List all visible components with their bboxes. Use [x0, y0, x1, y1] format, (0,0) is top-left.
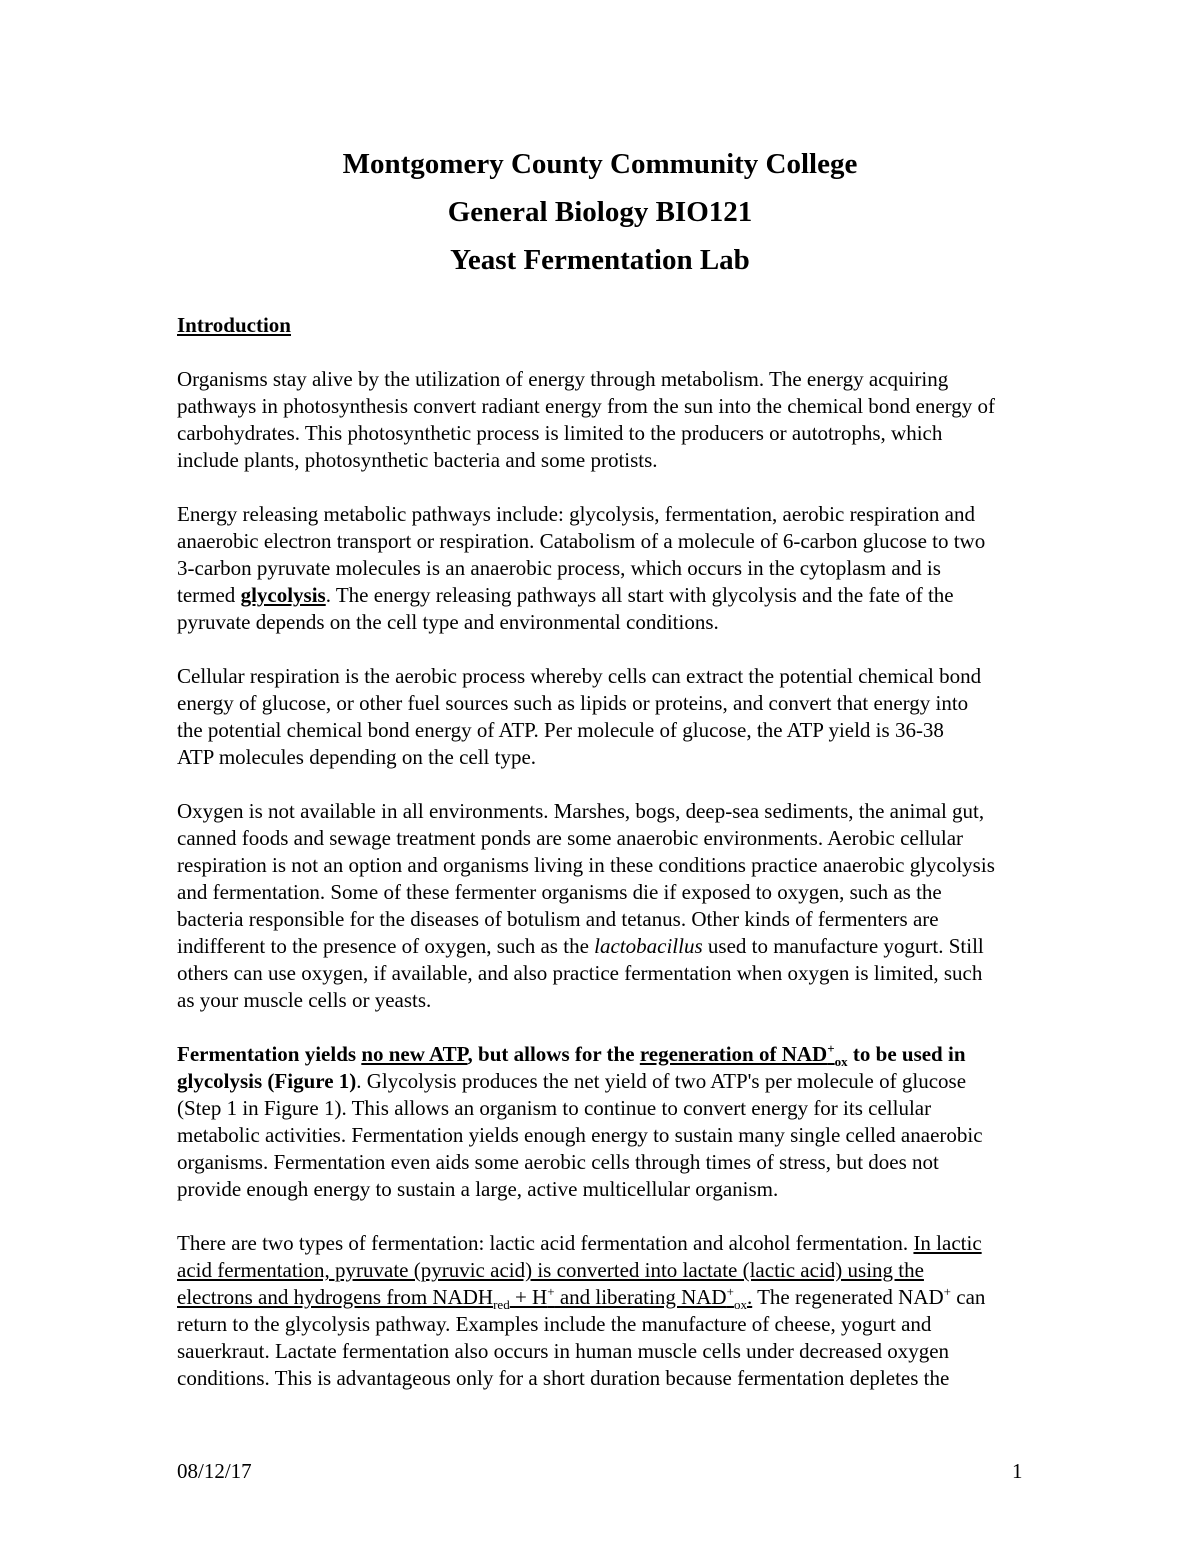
paragraph-line: the potential chemical bond energy of ATP. Per molecule of glucose, the ATP yield is 36-38: [177, 718, 944, 742]
paragraph-line: [177, 1041, 1107, 1068]
section-heading-introduction: Introduction: [177, 313, 291, 337]
paragraph-line: return to the glycolysis pathway. Examples include the manufacture of cheese, yogurt and: [177, 1312, 932, 1336]
paragraph-line: respiration is not an option and organisms living in these conditions practice anaerobic glycolysis: [177, 853, 995, 877]
paragraph-line: [177, 933, 1107, 960]
paragraph-oxygen: [177, 798, 1107, 1014]
college-name: Montgomery County Community College: [342, 148, 858, 180]
document-body: [177, 312, 1107, 1419]
superscript: +: [943, 1284, 951, 1299]
text-run: indifferent to the presence of oxygen, such as the: [177, 934, 595, 958]
text-run: used to manufacture yogurt. Still: [702, 934, 984, 958]
paragraph-cellular-respiration: [177, 663, 1107, 771]
text-run: regeneration of NAD: [639, 1042, 828, 1066]
text-run: termed: [177, 583, 241, 607]
paragraph-line: Energy releasing metabolic pathways include: glycolysis, fermentation, aerobic respiration and: [177, 502, 975, 526]
document-title-block: [0, 140, 1200, 284]
paragraph-energy-pathways: [177, 501, 1107, 636]
term-lactobacillus: lactobacillus: [594, 934, 703, 958]
text-run: can: [951, 1285, 986, 1309]
paragraph-line: Organisms stay alive by the utilization of energy through metabolism. The energy acquiring: [177, 367, 949, 391]
paragraph-line: provide enough energy to sustain a large, active multicellular organism.: [177, 1177, 779, 1201]
paragraph-line: [177, 1230, 1107, 1257]
paragraph-line: pyruvate depends on the cell type and environmental conditions.: [177, 610, 719, 634]
paragraph-line: ATP molecules depending on the cell type.: [177, 745, 537, 769]
paragraph-line: others can use oxygen, if available, and also practice fermentation when oxygen is limited, such: [177, 961, 983, 985]
paragraph-line: include plants, photosynthetic bacteria and some protists.: [177, 448, 658, 472]
text-run: and liberating NAD: [554, 1285, 727, 1309]
text-run-underlined: [177, 1284, 753, 1313]
paragraph-line: bacteria responsible for the diseases of botulism and tetanus. Other kinds of fermenters are: [177, 907, 939, 931]
text-run: Fermentation yields: [177, 1042, 362, 1066]
paragraph-types-of-fermentation: [177, 1230, 1107, 1392]
superscript: +: [726, 1284, 734, 1299]
superscript: +: [547, 1284, 555, 1299]
paragraph-line: conditions. This is advantageous only for a short duration because fermentation depletes the: [177, 1366, 950, 1390]
text-run: . Glycolysis produces the net yield of two ATP's per molecule of glucose: [356, 1069, 967, 1093]
footer-page-number: 1: [1012, 1459, 1023, 1483]
term-glycolysis: glycolysis: [240, 583, 326, 607]
paragraph-line: canned foods and sewage treatment ponds are some anaerobic environments. Aerobic cellular: [177, 826, 964, 850]
emphasis-no-new-atp: no new ATP: [361, 1042, 468, 1066]
lab-title: Yeast Fermentation Lab: [450, 244, 750, 276]
emphasis-regeneration: [639, 1041, 848, 1070]
text-run: There are two types of fermentation: lactic acid fermentation and alcohol fermentation.: [177, 1231, 914, 1255]
text-run: . The energy releasing pathways all start with glycolysis and the fate of the: [325, 583, 954, 607]
paragraph-organisms: [177, 366, 1107, 474]
text-run: electrons and hydrogens from NADH: [177, 1285, 494, 1309]
text-run-underlined: In lactic: [913, 1231, 982, 1255]
paragraph-line: pathways in photosynthesis convert radiant energy from the sun into the chemical bond energy of: [177, 394, 996, 418]
subscript: ox: [733, 1297, 747, 1313]
paragraph-line: sauerkraut. Lactate fermentation also occurs in human muscle cells under decreased oxygen: [177, 1339, 950, 1363]
subscript: red: [493, 1297, 510, 1313]
paragraph-line: and fermentation. Some of these fermenter organisms die if exposed to oxygen, such as the: [177, 880, 942, 904]
paragraph-line: [177, 1284, 1107, 1311]
paragraph-fermentation-yields: [177, 1041, 1107, 1203]
course-name: General Biology BIO121: [447, 196, 753, 228]
paragraph-line: 3-carbon pyruvate molecules is an anaerobic process, which occurs in the cytoplasm and is: [177, 556, 941, 580]
text-run-bold: glycolysis (Figure 1): [177, 1069, 357, 1093]
text-run: .: [746, 1285, 753, 1309]
paragraph-line: energy of glucose, or other fuel sources such as lipids or proteins, and convert that energy into: [177, 691, 969, 715]
paragraph-line: [177, 582, 1107, 609]
paragraph-line: Oxygen is not available in all environments. Marshes, bogs, deep-sea sediments, the animal gut,: [177, 799, 985, 823]
paragraph-line: (Step 1 in Figure 1). This allows an organism to continue to convert energy for its cellular: [177, 1096, 932, 1120]
text-run: , but allows for the: [467, 1042, 640, 1066]
subscript: ox: [834, 1054, 848, 1070]
text-run: to be used in: [847, 1042, 966, 1066]
paragraph-line: as your muscle cells or yeasts.: [177, 988, 432, 1012]
footer-date: 08/12/17: [177, 1459, 252, 1483]
paragraph-line: metabolic activities. Fermentation yields enough energy to sustain many single celled anaerobic: [177, 1123, 983, 1147]
paragraph-line: organisms. Fermentation even aids some aerobic cells through times of stress, but does not: [177, 1150, 939, 1174]
superscript: +: [827, 1041, 835, 1056]
paragraph-line: anaerobic electron transport or respiration. Catabolism of a molecule of 6-carbon glucose to two: [177, 529, 986, 553]
paragraph-line: carbohydrates. This photosynthetic process is limited to the producers or autotrophs, which: [177, 421, 943, 445]
paragraph-line: Cellular respiration is the aerobic process whereby cells can extract the potential chemical bond: [177, 664, 982, 688]
paragraph-line: acid fermentation, pyruvate (pyruvic acid) is converted into lactate (lactic acid) using the: [177, 1258, 924, 1282]
text-run: The regenerated NAD: [752, 1285, 944, 1309]
paragraph-line: [177, 1068, 1107, 1095]
text-run: + H: [509, 1285, 548, 1309]
